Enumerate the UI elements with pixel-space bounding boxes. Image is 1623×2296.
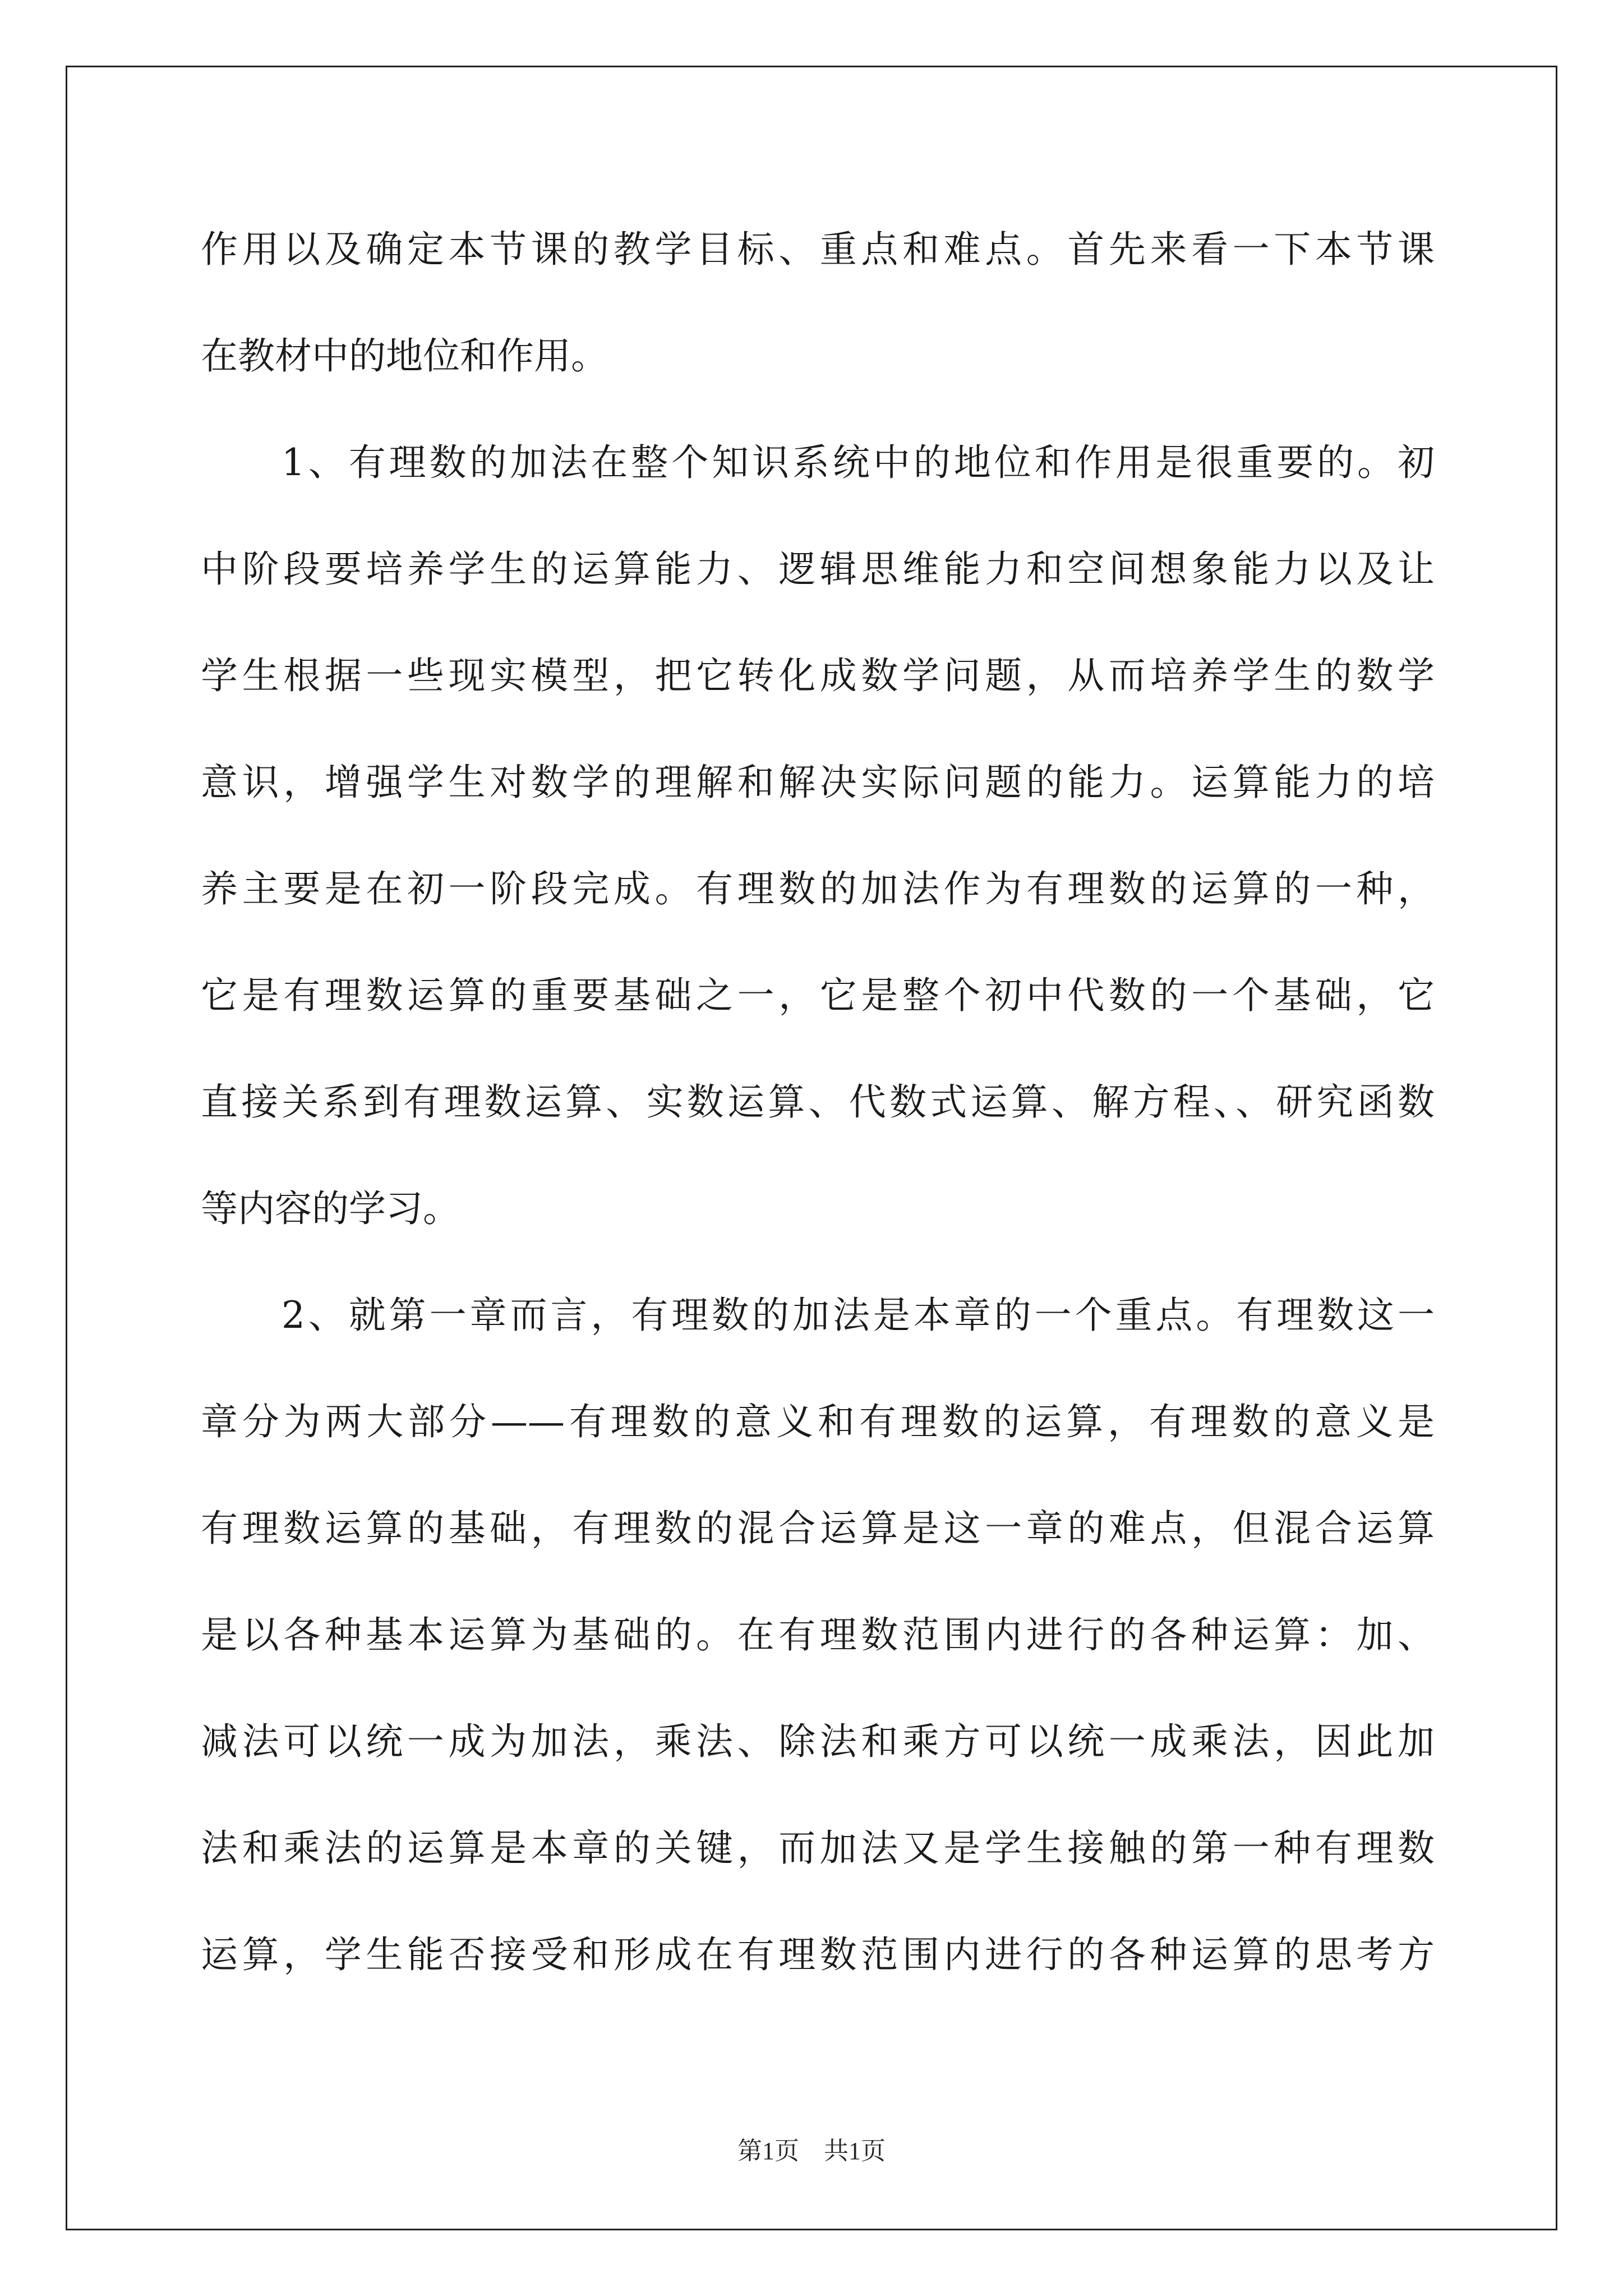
text-line: 是以各种基本运算为基础的。在有理数范围内进行的各种运算：加、 <box>201 1613 1435 1657</box>
text-line: 作用以及确定本节课的教学目标、重点和难点。首先来看一下本节课 <box>201 228 1435 271</box>
text-line: 它是有理数运算的重要基础之一，它是整个初中代数的一个基础，它 <box>201 974 1435 1017</box>
text-line: 减法可以统一成为加法，乘法、除法和乘方可以统一成乘法，因此加 <box>201 1720 1435 1763</box>
text-line: 法和乘法的运算是本章的关键，而加法又是学生接触的第一种有理数 <box>201 1826 1435 1870</box>
text-line: 学生根据一些现实模型，把它转化成数学问题，从而培养学生的数学 <box>201 654 1435 697</box>
text-line: 运算，学生能否接受和形成在有理数范围内进行的各种运算的思考方 <box>201 1933 1435 1976</box>
text-line: 中阶段要培养学生的运算能力、逻辑思维能力和空间想象能力以及让 <box>201 547 1435 591</box>
text-line: 养主要是在初一阶段完成。有理数的加法作为有理数的运算的一种， <box>201 867 1435 910</box>
text-line: 2、就第一章而言，有理数的加法是本章的一个重点。有理数这一 <box>201 1294 1435 1337</box>
document-body <box>201 216 1435 2028</box>
text-line: 1、有理数的加法在整个知识系统中的地位和作用是很重要的。初 <box>201 441 1435 484</box>
text-line: 意识，增强学生对数学的理解和解决实际问题的能力。运算能力的培 <box>201 761 1435 804</box>
page-number-footer: 第1页 共1页 <box>737 2137 886 2165</box>
text-line: 直接关系到有理数运算、实数运算、代数式运算、解方程、、研究函数 <box>201 1080 1435 1124</box>
text-line: 章分为两大部分——有理数的意义和有理数的运算，有理数的意义是 <box>201 1400 1435 1443</box>
text-line: 有理数运算的基础，有理数的混合运算是这一章的难点，但混合运算 <box>201 1507 1435 1550</box>
text-line: 在教材中的地位和作用。 <box>201 334 608 378</box>
text-line: 等内容的学习。 <box>201 1187 460 1230</box>
